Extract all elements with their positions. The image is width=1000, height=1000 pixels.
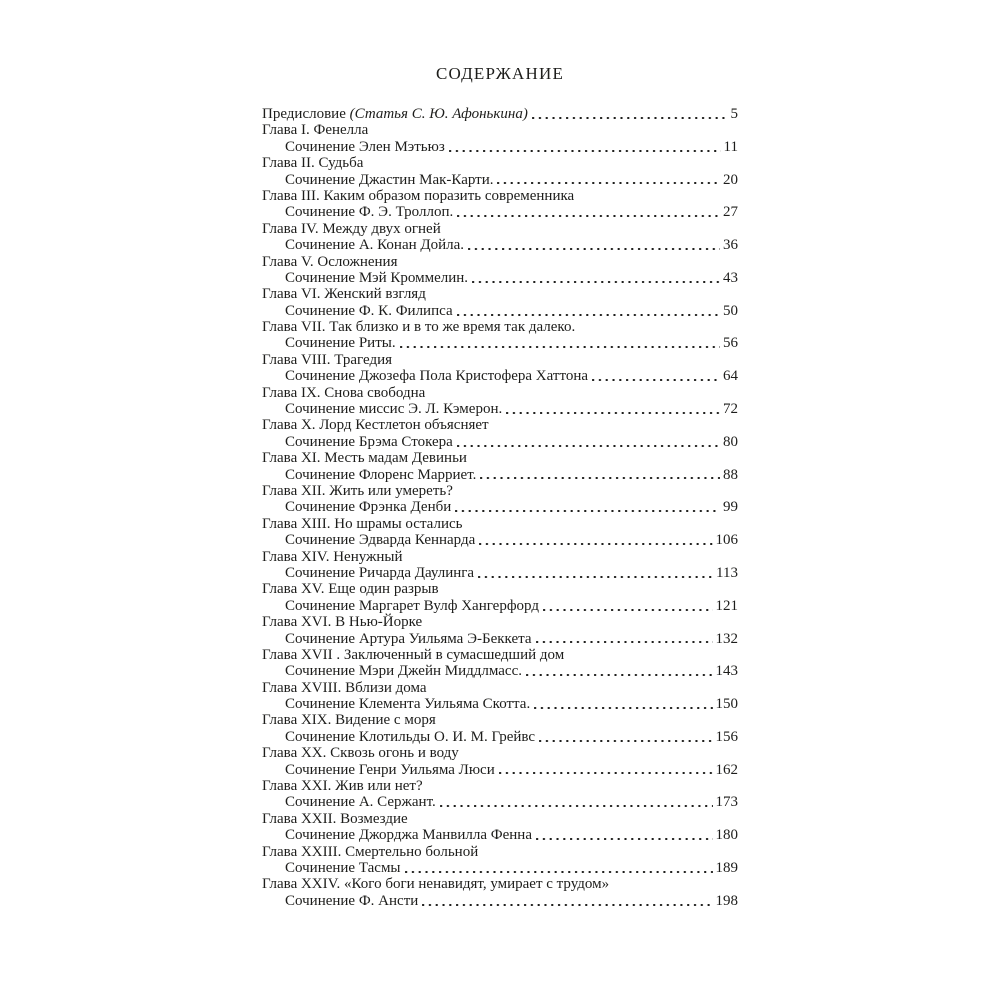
toc-page-number: 150 (715, 696, 738, 713)
dots-leader (455, 499, 720, 515)
toc-entry-text: Сочинение Элен Мэтьюз (285, 138, 445, 155)
toc-entry-text: Сочинение Джастин Мак-Карти. (285, 171, 494, 188)
toc-page-number: 162 (715, 761, 738, 778)
dots-leader (405, 860, 713, 876)
toc-entry (262, 745, 738, 761)
toc-page-number: 132 (715, 630, 738, 647)
toc-entry-text: Глава XXIV. «Кого боги ненавидят, умирает с трудом» (262, 876, 610, 893)
toc-entry (262, 794, 738, 810)
toc-page-number: 64 (723, 368, 738, 385)
toc-entry-text: Сочинение Мэри Джейн Миддлмасс. (285, 663, 522, 680)
toc-entry-text: Глава XVIII. Вблизи дома (262, 679, 427, 696)
toc-entry-text: Глава XXII. Возмездие (262, 810, 408, 827)
dots-leader (543, 598, 713, 614)
toc-entry-text: Сочинение А. Конан Дойла. (285, 237, 465, 254)
dots-leader (499, 762, 713, 778)
toc-entry (262, 532, 738, 548)
toc-entry (262, 139, 738, 155)
toc-page-number: 27 (723, 204, 738, 221)
toc-entry-text: Сочинение Фрэнка Денби (285, 499, 452, 516)
toc-page-number: 56 (723, 335, 738, 352)
toc-entry-text: Сочинение миссис Э. Л. Кэмерон. (285, 401, 503, 418)
toc-entry (262, 352, 738, 368)
toc-entry (262, 762, 738, 778)
toc-content (262, 63, 738, 909)
dots-leader (539, 729, 712, 745)
dots-leader (526, 663, 713, 679)
dots-leader (480, 467, 720, 483)
toc-entry-text: Сочинение Тасмы (285, 859, 401, 876)
toc-entry (262, 680, 738, 696)
toc-entry (262, 254, 738, 270)
toc-list (262, 106, 738, 909)
toc-entry-text: Глава XII. Жить или умереть? (262, 482, 453, 499)
toc-entry-text: Сочинение Риты. (285, 335, 396, 352)
toc-entry-text: Глава X. Лорд Кестлетон объясняет (262, 417, 489, 434)
toc-entry (262, 712, 738, 728)
toc-entry-text: Глава XIX. Видение с моря (262, 712, 436, 729)
toc-entry (262, 319, 738, 335)
toc-entry (262, 827, 738, 843)
toc-entry (262, 483, 738, 499)
toc-page-number: 72 (723, 401, 738, 418)
toc-entry (262, 204, 738, 220)
toc-page-number: 173 (715, 794, 738, 811)
toc-entry-text: Сочинение Эдварда Кеннарда (285, 532, 476, 549)
toc-entry-text: Сочинение Ф. К. Филипса (285, 302, 453, 319)
toc-entry (262, 631, 738, 647)
toc-entry-text: Сочинение Клемента Уильяма Скотта. (285, 696, 531, 713)
toc-entry-text: Сочинение Маргарет Вулф Хангерфорд (285, 597, 539, 614)
toc-entry (262, 549, 738, 565)
dots-leader (440, 794, 713, 810)
dots-leader (422, 893, 712, 909)
toc-entry (262, 614, 738, 630)
dots-leader (457, 303, 720, 319)
toc-entry (262, 155, 738, 171)
toc-entry-text: Сочинение Артура Уильяма Э-Беккета (285, 630, 532, 647)
dots-leader (400, 335, 720, 351)
toc-page-number: 106 (715, 532, 738, 549)
dots-leader (457, 204, 720, 220)
toc-page-number: 20 (723, 171, 738, 188)
toc-page-number: 88 (723, 466, 738, 483)
toc-entry (262, 565, 738, 581)
toc-page-number: 43 (723, 269, 738, 286)
toc-entry (262, 467, 738, 483)
toc-entry (262, 598, 738, 614)
toc-entry-text: Глава XXI. Жив или нет? (262, 778, 423, 795)
toc-entry (262, 729, 738, 745)
toc-entry (262, 450, 738, 466)
toc-entry (262, 647, 738, 663)
toc-entry-text: Глава VII. Так близко и в то же время так далеко. (262, 319, 576, 336)
toc-entry (262, 876, 738, 892)
toc-entry (262, 122, 738, 138)
toc-entry (262, 516, 738, 532)
dots-leader (472, 270, 720, 286)
toc-entry (262, 696, 738, 712)
toc-entry (262, 270, 738, 286)
toc-entry (262, 844, 738, 860)
toc-entry (262, 368, 738, 384)
toc-entry-text: Глава XXIII. Смертельно больной (262, 843, 479, 860)
toc-page-number: 121 (715, 597, 738, 614)
toc-entry-text: Сочинение Ф. Э. Троллоп. (285, 204, 454, 221)
toc-entry (262, 811, 738, 827)
toc-entry (262, 188, 738, 204)
toc-entry (262, 860, 738, 876)
dots-leader (506, 401, 720, 417)
toc-entry-text: Сочинение А. Сержант. (285, 794, 436, 811)
toc-entry-text: Предисловие (Статья С. Ю. Афонькина) (262, 106, 528, 122)
toc-entry (262, 221, 738, 237)
toc-page-number: 189 (715, 859, 738, 876)
toc-entry-text: Сочинение Ф. Ансти (285, 892, 419, 909)
dots-leader (468, 237, 720, 253)
toc-entry-text: Глава XVII . Заключенный в сумасшедший дом (262, 646, 565, 663)
toc-entry-text: Сочинение Генри Уильяма Люси (285, 761, 495, 778)
toc-entry (262, 286, 738, 302)
toc-page-number: 11 (723, 138, 738, 155)
toc-page-number: 50 (723, 302, 738, 319)
dots-leader (536, 631, 713, 647)
toc-entry-text: Сочинение Джозефа Пола Кристофера Хаттона (285, 368, 589, 385)
toc-entry-text: Сочинение Джорджа Манвилла Фенна (285, 827, 532, 844)
toc-page-number: 198 (715, 892, 738, 909)
toc-entry (262, 106, 738, 122)
toc-page-number: 5 (730, 106, 738, 122)
toc-entry-text: Глава IX. Снова свободна (262, 384, 426, 401)
toc-entry (262, 385, 738, 401)
toc-page-number: 80 (723, 433, 738, 450)
dots-leader (457, 434, 720, 450)
toc-entry (262, 417, 738, 433)
toc-entry-text: Глава XVI. В Нью-Йорке (262, 614, 423, 631)
toc-entry (262, 499, 738, 515)
toc-entry (262, 434, 738, 450)
dots-leader (449, 139, 721, 155)
toc-entry (262, 401, 738, 417)
toc-entry-text: Глава III. Каким образом поразить современника (262, 187, 575, 204)
toc-entry-text: Глава IV. Между двух огней (262, 220, 441, 237)
toc-entry (262, 663, 738, 679)
toc-page-number: 99 (723, 499, 738, 516)
toc-entry-text: Глава XX. Сквозь огонь и воду (262, 745, 459, 762)
dots-leader (592, 368, 720, 384)
toc-entry-text: Глава XI. Месть мадам Девиньи (262, 450, 467, 467)
toc-entry-text: Глава XIII. Но шрамы остались (262, 515, 463, 532)
toc-entry (262, 303, 738, 319)
toc-page-number: 113 (716, 564, 738, 581)
toc-entry-text: Сочинение Флоренс Марриет. (285, 466, 477, 483)
toc-entry (262, 778, 738, 794)
toc-entry-text: Сочинение Ричарда Даулинга (285, 564, 475, 581)
toc-entry-text: Сочинение Клотильды О. И. М. Грейвс (285, 728, 536, 745)
toc-entry-text: Глава II. Судьба (262, 155, 364, 172)
toc-page-number: 36 (723, 237, 738, 254)
dots-leader (478, 565, 713, 581)
toc-entry-text: Сочинение Брэма Стокера (285, 433, 453, 450)
dots-leader (532, 106, 728, 122)
toc-title: СОДЕРЖАНИЕ (435, 64, 565, 83)
toc-entry (262, 237, 738, 253)
toc-entry-text: Глава XIV. Ненужный (262, 548, 403, 565)
toc-page-number: 180 (715, 827, 738, 844)
toc-entry-text: Глава XV. Еще один разрыв (262, 581, 439, 598)
dots-leader (479, 532, 712, 548)
dots-leader (497, 172, 720, 188)
toc-entry (262, 335, 738, 351)
toc-entry-text: Глава VI. Женский взгляд (262, 286, 426, 303)
toc-entry-text: Сочинение Мэй Кроммелин. (285, 269, 469, 286)
toc-entry (262, 893, 738, 909)
toc-entry-text: Глава VIII. Трагедия (262, 351, 393, 368)
toc-entry (262, 581, 738, 597)
toc-page-number: 156 (715, 728, 738, 745)
toc-entry-text: Глава I. Фенелла (262, 122, 369, 139)
toc-page-number: 143 (715, 663, 738, 680)
dots-leader (536, 827, 713, 843)
dots-leader (534, 696, 712, 712)
toc-entry (262, 172, 738, 188)
toc-entry-text: Глава V. Осложнения (262, 253, 398, 270)
